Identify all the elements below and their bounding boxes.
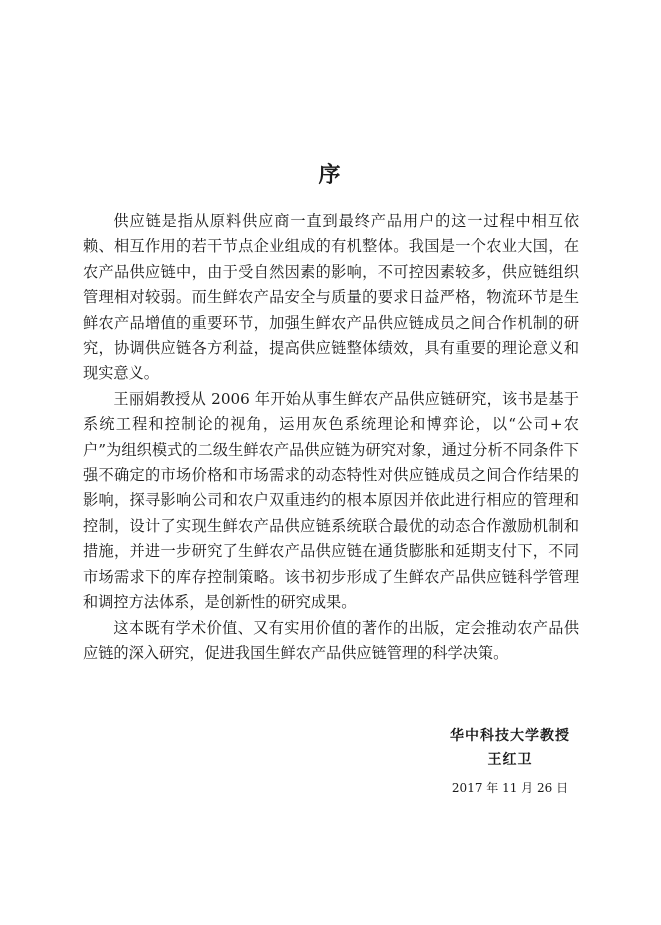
signature-date: 2017 年 11 月 26 日 bbox=[451, 781, 569, 795]
signature-block bbox=[380, 724, 640, 798]
signature-affiliation: 华中科技大学教授 bbox=[450, 728, 570, 744]
page-title: 序 bbox=[318, 163, 343, 188]
signature-name: 王红卫 bbox=[487, 752, 533, 768]
paragraph: 供应链是指从原料供应商一直到最终产品用户的这一过程中相互依赖、相互作用的若干节点企业组成的有机整体。我国是一个农业大国，在农产品供应链中，由于受自然因素的影响，不可控因素较多，供应链组织管理相对较弱。而生鲜农产品安全与质量的要求日益严格，物流环节是生鲜农产品增值的重要环节，加强生鲜农产品供应链成员之间合作机制的研究，协调供应链各方利益，提高供应链整体绩效，具有重要的理论意义和现实意义。 bbox=[83, 212, 579, 383]
paragraph: 王丽娟教授从 2006 年开始从事生鲜农产品供应链研究，该书是基于系统工程和控制论的视角，运用灰色系统理论和博弈论，以“公司+农户”为组织模式的二级生鲜农产品供应链为研究对象，通过分析不同条件下强不确定的市场价格和市场需求的动态特性对供应链成员之间合作结果的影响，探寻影响公司和农户双重违约的根本原因并依此进行相应的管理和控制，设计了实现生鲜农产品供应链系统联合最优的动态合作激励机制和措施，并进一步研究了生鲜农产品供应链在通货膨胀和延期支付下，不同市场需求下的库存控制策略。该书初步形成了生鲜农产品供应链科学管理和调控方法体系，是创新性的研究成果。 bbox=[83, 389, 579, 612]
preface-body bbox=[83, 209, 579, 666]
paragraph: 这本既有学术价值、又有实用价值的著作的出版，定会推动农产品供应链的深入研究，促进我国生鲜农产品供应链管理的科学决策。 bbox=[83, 618, 579, 662]
